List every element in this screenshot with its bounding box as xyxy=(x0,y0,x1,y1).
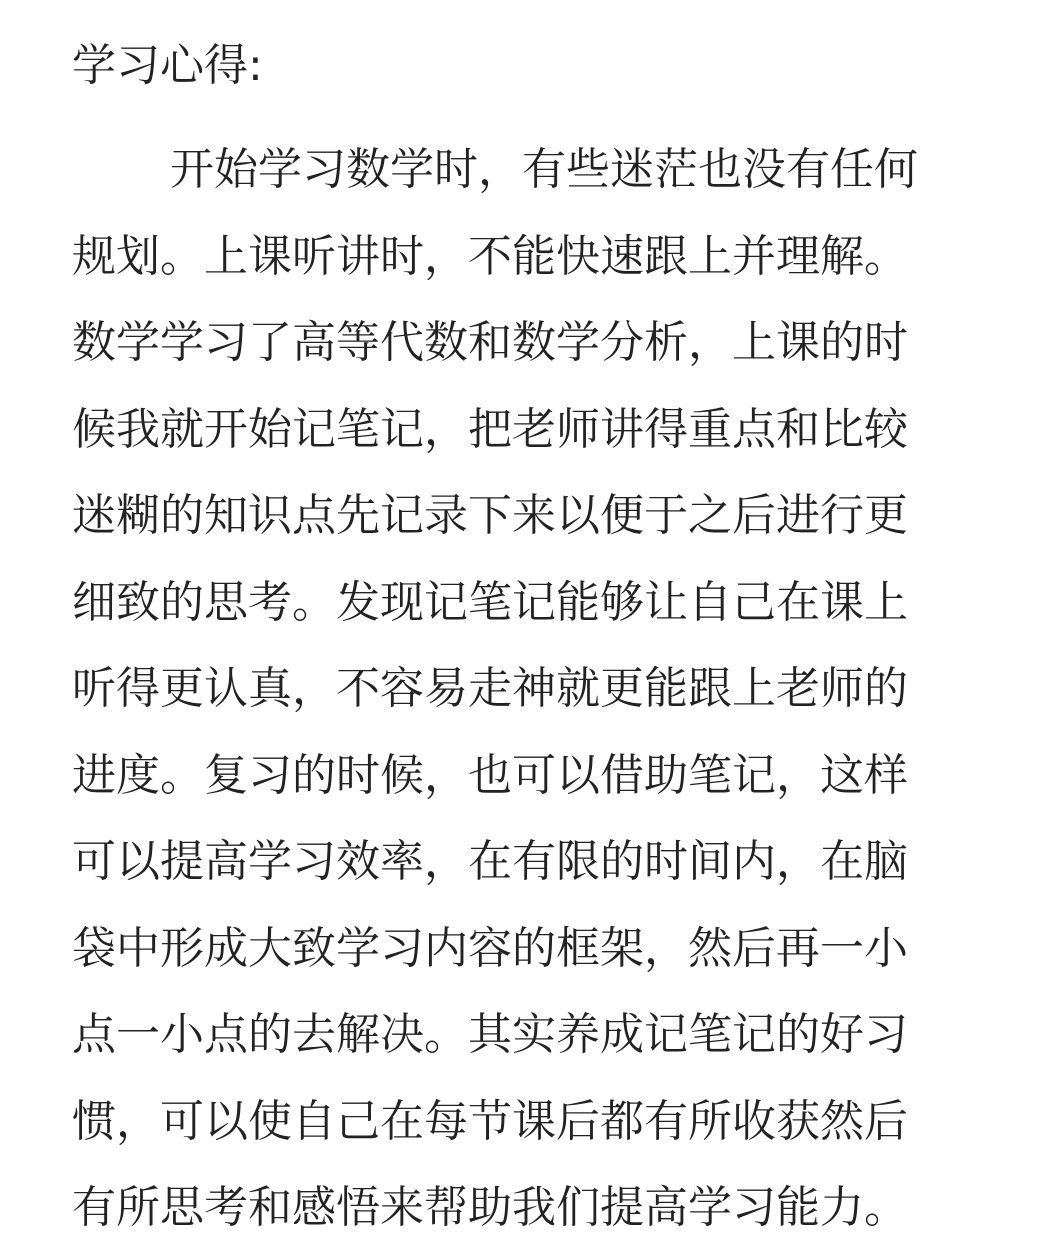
paragraph-line: 数学学习了高等代数和数学分析，上课的时 xyxy=(72,317,908,368)
paragraph-line: 惯，可以使自己在每节课后都有所收获然后 xyxy=(72,1095,908,1147)
paragraph-line: 可以提高学习效率，在有限的时间内，在脑 xyxy=(72,836,908,887)
paragraph-line: 细致的思考。发现记笔记能够让自己在课上 xyxy=(72,576,908,628)
document-body xyxy=(72,127,992,1252)
paragraph-line: 迷糊的知识点先记录下来以便于之后进行更 xyxy=(72,490,908,541)
document-title: 学习心得: xyxy=(72,40,263,91)
paragraph-line: 听得更认真，不容易走神就更能跟上老师的 xyxy=(72,663,908,714)
paragraph-line: 袋中形成大致学习内容的框架，然后再一小 xyxy=(72,922,908,974)
paragraph-line: 点一小点的去解决。其实养成记笔记的好习 xyxy=(72,1009,908,1060)
paragraph-line: 规划。上课听讲时，不能快速跟上并理解。 xyxy=(72,230,908,282)
paragraph-line: 候我就开始记笔记，把老师讲得重点和比较 xyxy=(72,403,908,455)
paragraph-line: 开始学习数学时，有些迷茫也没有任何 xyxy=(170,144,918,195)
paragraph-line: 有所思考和感悟来帮助我们提高学习能力。 xyxy=(72,1182,908,1233)
paragraph-line: 进度。复习的时候，也可以借助笔记，这样 xyxy=(72,749,908,801)
